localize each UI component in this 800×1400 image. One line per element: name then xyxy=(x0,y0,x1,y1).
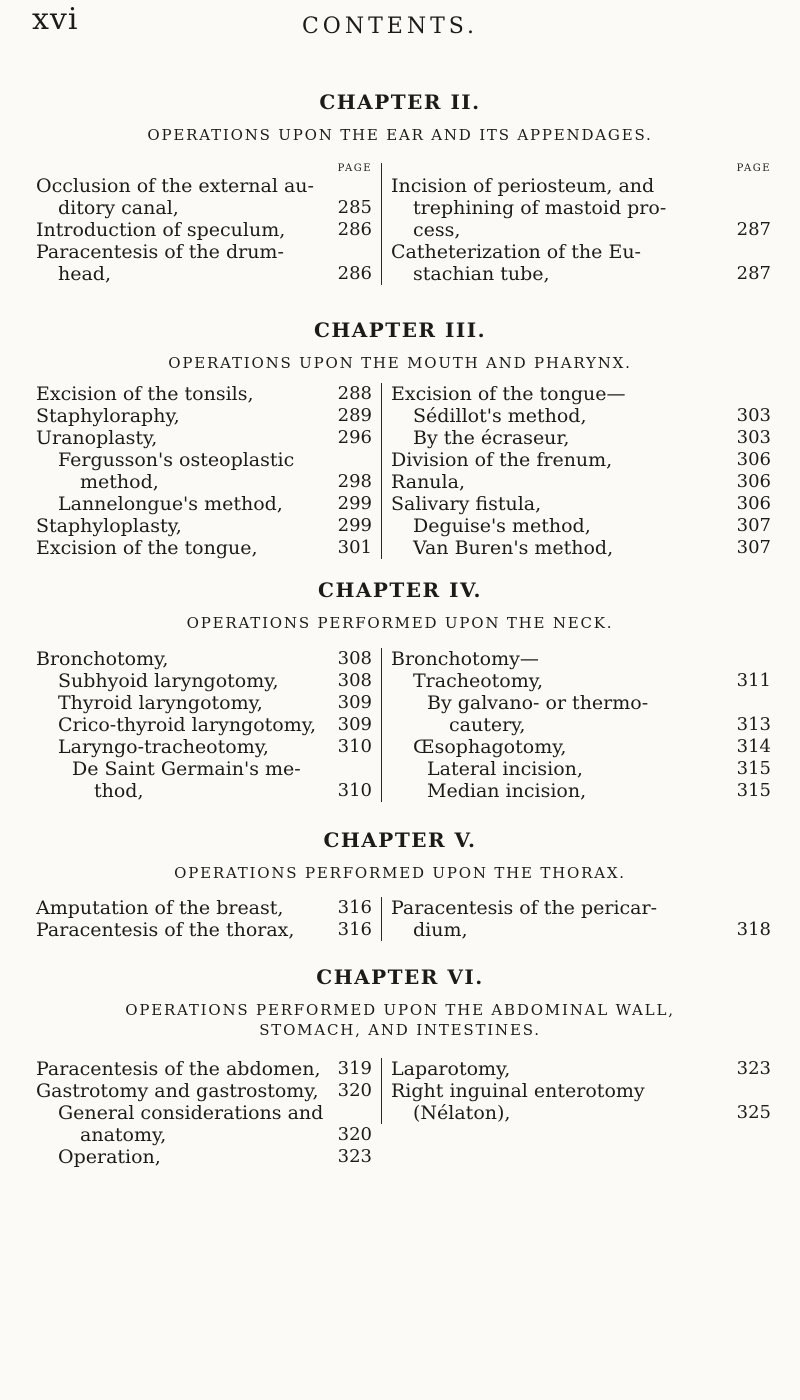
toc-entry xyxy=(391,897,771,941)
toc-page-number: 298 xyxy=(337,471,372,492)
toc-entry-text: method, xyxy=(80,471,159,493)
toc-page-number: 320 xyxy=(337,1124,372,1145)
toc-entry-text: Excision of the tongue— xyxy=(391,383,626,405)
toc-entry-text: Excision of the tongue, xyxy=(36,537,258,559)
toc-entry xyxy=(391,241,771,285)
toc-entry xyxy=(36,648,372,670)
toc-entry-text: De Saint Germain's me- xyxy=(72,758,301,780)
toc-entry-text: Occlusion of the external au- xyxy=(36,175,314,197)
toc-entry xyxy=(36,1146,372,1168)
toc-page-number: 285 xyxy=(337,197,372,218)
chapter-title: CHAPTER II. xyxy=(319,90,481,114)
toc-entry xyxy=(391,537,771,559)
toc-page-number: 318 xyxy=(736,919,771,940)
chapter-5 xyxy=(0,828,800,883)
toc-entry xyxy=(391,515,771,537)
toc-page-number: 303 xyxy=(736,405,771,426)
toc-entry-text: Paracentesis of the thorax, xyxy=(36,919,295,941)
toc-entry xyxy=(36,714,372,736)
toc-entry-text: Ranula, xyxy=(391,471,465,493)
toc-page-number: 323 xyxy=(337,1146,372,1167)
toc-page-number: 287 xyxy=(736,219,771,240)
toc-entry xyxy=(36,1058,372,1080)
toc-page-number: 320 xyxy=(337,1080,372,1101)
toc-entry-text: Bronchotomy— xyxy=(391,648,539,670)
toc-entry-text: Thyroid laryngotomy, xyxy=(58,692,263,714)
toc-entry-text: Amputation of the breast, xyxy=(36,897,284,919)
toc-entry-text: Paracentesis of the pericar- xyxy=(391,897,657,919)
toc-entry xyxy=(36,692,372,714)
toc-entry xyxy=(391,1080,771,1124)
toc-entry xyxy=(36,736,372,758)
chapter-subtitle xyxy=(0,353,800,373)
toc-page-number: 299 xyxy=(337,515,372,536)
chapter-2 xyxy=(0,90,800,145)
toc-entry-text: Bronchotomy, xyxy=(36,648,169,670)
toc-page-number: 325 xyxy=(736,1102,771,1123)
toc-entry xyxy=(36,758,372,802)
toc-page-number: 314 xyxy=(736,736,771,757)
toc-entry xyxy=(36,383,372,405)
toc-entry-text: Laryngo-tracheotomy, xyxy=(58,736,269,758)
chapter-6 xyxy=(0,965,800,1040)
toc-entry-text: Deguise's method, xyxy=(413,515,591,537)
toc-entry-text: Crico-thyroid laryngotomy, xyxy=(58,714,317,736)
toc-entry-text: Excision of the tonsils, xyxy=(36,383,254,405)
toc-entry-text: dium, xyxy=(413,919,468,941)
toc-page-number: 315 xyxy=(736,758,771,779)
toc-entry-text: Incision of periosteum, and xyxy=(391,175,655,197)
toc-entry xyxy=(36,897,372,919)
page-label: PAGE xyxy=(337,163,372,174)
chapter-title: CHAPTER V. xyxy=(323,828,477,852)
toc-page-number: 288 xyxy=(337,383,372,404)
toc-entry-text: Staphyloraphy, xyxy=(36,405,180,427)
toc-page-number: 308 xyxy=(337,648,372,669)
toc-entry xyxy=(391,648,771,670)
toc-page-number: 301 xyxy=(337,537,372,558)
running-title: CONTENTS. xyxy=(301,14,479,39)
toc-entry xyxy=(36,537,372,559)
toc-entry-text: Van Buren's method, xyxy=(413,537,614,559)
toc-entry xyxy=(36,175,372,219)
toc-entry-text: Tracheotomy, xyxy=(413,670,543,692)
toc-page-number: 306 xyxy=(736,471,771,492)
toc-entry xyxy=(391,692,771,736)
toc-page-number: 286 xyxy=(337,219,372,240)
toc-entry-text: Fergusson's osteoplastic xyxy=(58,449,295,471)
toc-page-number: 313 xyxy=(736,714,771,735)
toc-entry-text: stachian tube, xyxy=(413,263,550,285)
chapter-subtitle xyxy=(0,125,800,145)
left-column xyxy=(36,648,372,802)
toc-entry xyxy=(36,219,372,241)
chapter-subtitle xyxy=(0,863,800,883)
toc-entry xyxy=(36,241,372,285)
toc-entry-text: Œsophagotomy, xyxy=(413,736,567,758)
toc-entry-text: trephining of mastoid pro- xyxy=(413,197,667,219)
toc-entry xyxy=(391,449,771,471)
toc-entry-text: By galvano- or thermo- xyxy=(427,692,649,714)
toc-entry-text: Sédillot's method, xyxy=(413,405,587,427)
toc-entry-text: Right inguinal enterotomy xyxy=(391,1080,645,1102)
running-head xyxy=(0,0,800,90)
left-column xyxy=(36,1058,372,1168)
toc-entry-text: anatomy, xyxy=(80,1124,167,1146)
chapter-subtitle xyxy=(0,613,800,633)
toc-entry-text: Uranoplasty, xyxy=(36,427,158,449)
toc-entry-text: ditory canal, xyxy=(58,197,179,219)
toc-entry-text: By the écraseur, xyxy=(413,427,570,449)
toc-entry xyxy=(391,405,771,427)
left-column xyxy=(36,163,372,285)
toc-entry-text: Gastrotomy and gastrostomy, xyxy=(36,1080,319,1102)
toc-page-number: 289 xyxy=(337,405,372,426)
toc-entry xyxy=(36,405,372,427)
toc-entry xyxy=(36,427,372,449)
toc-entry-text: Catheterization of the Eu- xyxy=(391,241,641,263)
toc-entry xyxy=(36,1102,372,1146)
toc-page-number: 309 xyxy=(337,692,372,713)
toc-entry-text: Paracentesis of the abdomen, xyxy=(36,1058,321,1080)
chapter-subtitle-line: OPERATIONS UPON THE EAR AND ITS APPENDAGES. xyxy=(147,126,653,144)
toc-entry xyxy=(391,1058,771,1080)
chapter-title: CHAPTER III. xyxy=(313,318,487,342)
toc-entry-text: thod, xyxy=(94,780,144,802)
toc-entry xyxy=(391,471,771,493)
toc-entry xyxy=(36,515,372,537)
toc-entry xyxy=(36,493,372,515)
chapter-subtitle xyxy=(0,1000,800,1040)
toc-page-number: 303 xyxy=(736,427,771,448)
toc-entry-text: Median incision, xyxy=(427,780,587,802)
chapter-subtitle-line: STOMACH, AND INTESTINES. xyxy=(259,1021,541,1039)
chapter-title: CHAPTER VI. xyxy=(316,965,484,989)
toc-entry xyxy=(391,383,771,405)
toc-entry xyxy=(36,1080,372,1102)
toc-entry xyxy=(391,670,771,692)
toc-entry-text: Staphyloplasty, xyxy=(36,515,182,537)
toc-page-number: 309 xyxy=(337,714,372,735)
toc-entry xyxy=(36,919,372,941)
toc-entry-text: Division of the frenum, xyxy=(391,449,613,471)
toc-page-number: 319 xyxy=(337,1058,372,1079)
right-column xyxy=(381,1058,771,1124)
toc-page-number: 310 xyxy=(337,736,372,757)
toc-entry xyxy=(36,670,372,692)
toc-entry-text: Paracentesis of the drum- xyxy=(36,241,284,263)
toc-entry xyxy=(391,175,771,241)
chapter-subtitle-line: OPERATIONS PERFORMED UPON THE THORAX. xyxy=(174,864,626,882)
toc-page-number: 310 xyxy=(337,780,372,801)
toc-entry-text: Lateral incision, xyxy=(427,758,583,780)
toc-entry-text: cautery, xyxy=(449,714,526,736)
toc-entry-text: (Nélaton), xyxy=(413,1102,511,1124)
toc-entry xyxy=(391,736,771,758)
page-label: PAGE xyxy=(736,163,771,174)
chapter-title: CHAPTER IV. xyxy=(318,578,482,602)
toc-page-number: 315 xyxy=(736,780,771,801)
toc-entry-text: Laparotomy, xyxy=(391,1058,511,1080)
toc-page-number: 316 xyxy=(337,919,372,940)
toc-entry xyxy=(36,449,372,493)
toc-entry xyxy=(391,758,771,780)
toc-entry-text: cess, xyxy=(413,219,461,241)
toc-entry-text: Operation, xyxy=(58,1146,161,1168)
toc-page-number: 306 xyxy=(736,449,771,470)
toc-page-number: 316 xyxy=(337,897,372,918)
chapter-subtitle-line: OPERATIONS UPON THE MOUTH AND PHARYNX. xyxy=(168,354,632,372)
toc-page-number: 308 xyxy=(337,670,372,691)
left-column xyxy=(36,383,372,559)
page-folio: xvi xyxy=(32,2,79,37)
chapter-subtitle-line: OPERATIONS PERFORMED UPON THE ABDOMINAL WALL, xyxy=(125,1001,675,1019)
toc-entry-text: head, xyxy=(58,263,112,285)
toc-page-number: 307 xyxy=(736,537,771,558)
toc-page-number: 286 xyxy=(337,263,372,284)
toc-entry-text: General considerations and xyxy=(58,1102,324,1124)
right-column xyxy=(381,648,771,802)
right-column xyxy=(381,383,771,559)
toc-entry-text: Salivary fistula, xyxy=(391,493,542,515)
toc-page-number: 299 xyxy=(337,493,372,514)
right-column xyxy=(381,163,771,285)
toc-entry-text: Lannelongue's method, xyxy=(58,493,283,515)
left-column xyxy=(36,897,372,941)
toc-page-number: 287 xyxy=(736,263,771,284)
toc-entry-text: Introduction of speculum, xyxy=(36,219,286,241)
right-column xyxy=(381,897,771,941)
toc-page-number: 296 xyxy=(337,427,372,448)
toc-entry xyxy=(391,427,771,449)
toc-entry xyxy=(391,780,771,802)
chapter-subtitle-line: OPERATIONS PERFORMED UPON THE NECK. xyxy=(186,614,614,632)
toc-page-number: 307 xyxy=(736,515,771,536)
toc-page-number: 323 xyxy=(736,1058,771,1079)
chapter-3 xyxy=(0,318,800,373)
toc-page-number: 311 xyxy=(736,670,771,691)
toc-page-number: 306 xyxy=(736,493,771,514)
toc-entry-text: Subhyoid laryngotomy, xyxy=(58,670,279,692)
chapter-4 xyxy=(0,578,800,633)
toc-entry xyxy=(391,493,771,515)
